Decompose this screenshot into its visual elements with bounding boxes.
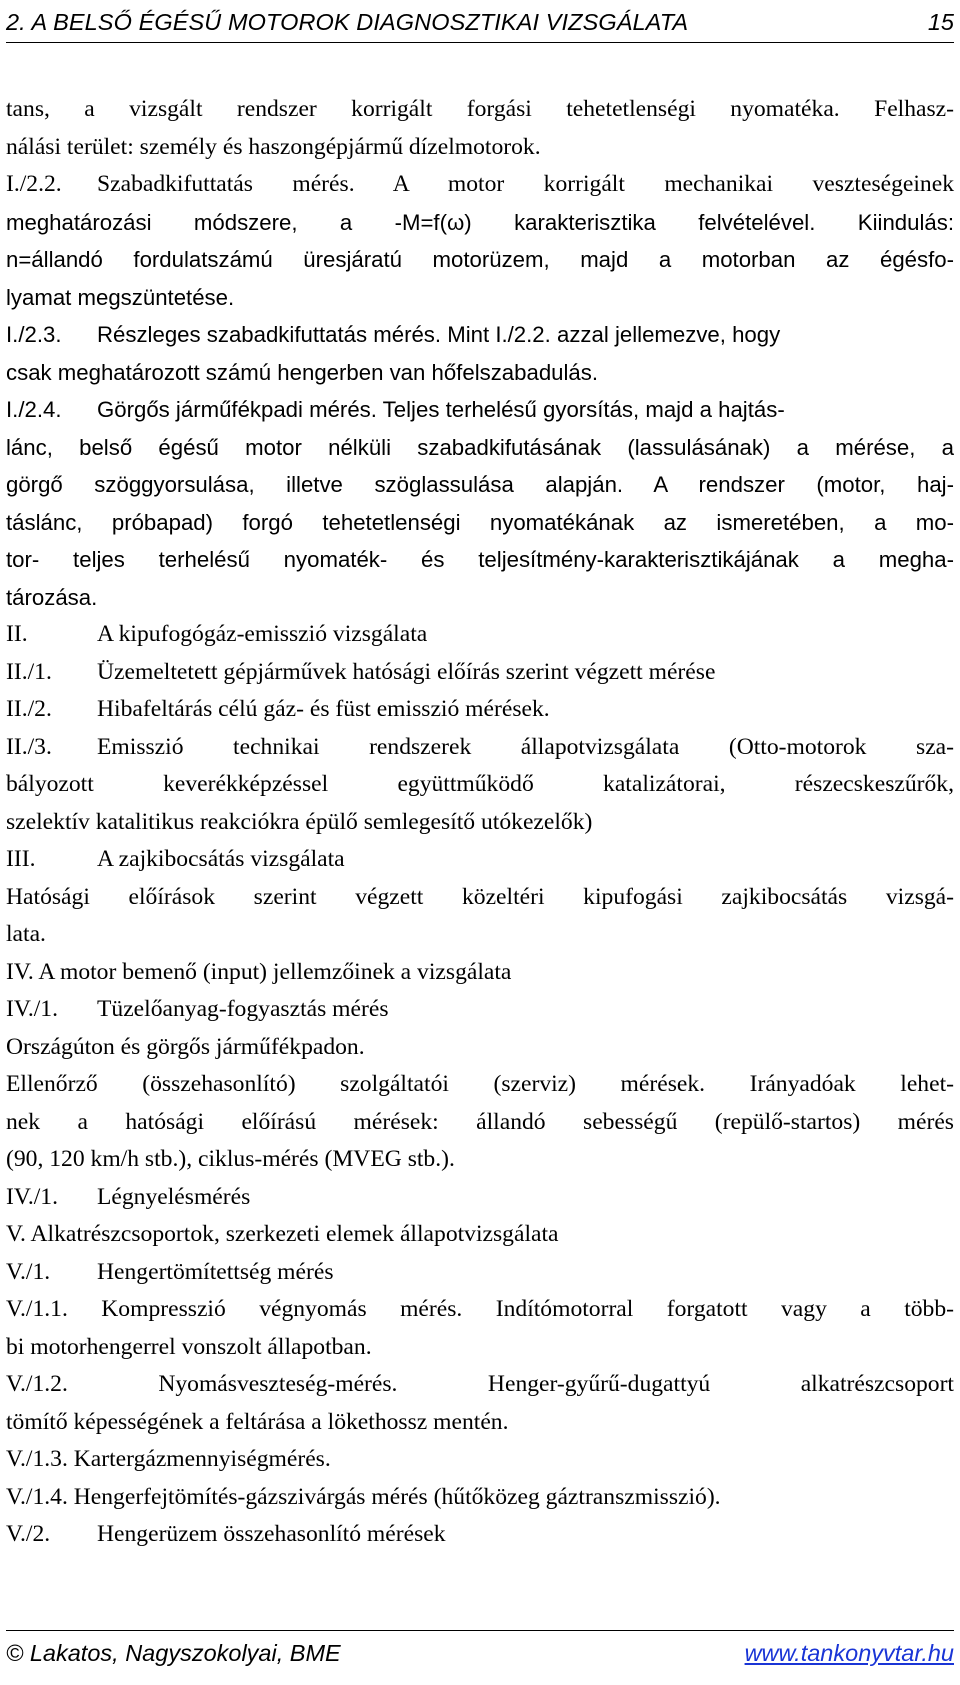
text-line: tömítő képességének a feltárása a lökethossz mentén. xyxy=(6,1408,509,1435)
text-line xyxy=(6,1179,954,1217)
text-line: (90, 120 km/h stb.), ciklus-mérés (MVEG stb.). xyxy=(6,1146,455,1172)
section-number: IV./1. xyxy=(6,996,59,1022)
section-number: I./2.3. xyxy=(6,322,62,347)
text-line: Hatósági előírások szerint végzett közeltéri kipufogási zajkibocsátás vizsgá- xyxy=(6,883,954,910)
text-line: tározása. xyxy=(6,584,98,610)
section-text: A kipufogógáz-emisszió vizsgálata xyxy=(97,621,428,647)
text-line: nek a hatósági előírású mérések: állandó sebességű (repülő-startos) mérés xyxy=(6,1108,954,1135)
text-line: lánc, belső égésű motor nélküli szabadkifutásának (lassulásának) a mérése, a xyxy=(6,434,954,460)
text-line xyxy=(6,991,954,1029)
section-number: I./2.4. xyxy=(6,397,62,422)
text-line: görgő szöggyorsulása, illetve szöglassulása alapján. A rendszer (motor, haj- xyxy=(6,472,954,497)
text-line: V./1.2. Nyomásveszteség-mérés. Henger-gyűrű-dugattyú alkatrészcsoport xyxy=(6,1371,954,1397)
text-line xyxy=(6,729,954,767)
copyright-notice: © Lakatos, Nagyszokolyai, BME xyxy=(6,1640,341,1666)
section-text: Üzemeltetett gépjárművek hatósági előírás szerint végzett mérése xyxy=(97,658,716,685)
text-line xyxy=(6,316,954,354)
text-line xyxy=(6,391,954,429)
text-line: bályozott keverékképzéssel együttműködő katalizátorai, részecskeszűrők, xyxy=(6,771,954,797)
text-line xyxy=(6,654,954,692)
text-line: V./1.4. Hengerfejtömítés-gázszivárgás mérés (hűtőközeg gáztranszmisszió). xyxy=(6,1483,721,1510)
chapter-title: 2. A BELSŐ ÉGÉSŰ MOTOROK DIAGNOSZTIKAI VIZSGÁLATA xyxy=(6,9,689,35)
text-line xyxy=(6,1254,954,1292)
section-number: I./2.2. xyxy=(6,171,62,197)
text-line: meghatározási módszere, a -M=f(ω) karakterisztika felvételével. Kiindulás: xyxy=(6,209,954,235)
section-text: Hengertömítettség mérés xyxy=(97,1258,334,1285)
text-line: lyamat megszüntetése. xyxy=(6,284,235,310)
page-body xyxy=(6,91,954,1554)
text-line: n=állandó fordulatszámú üresjáratú motorüzem, majd a motorban az égésfo- xyxy=(6,247,954,272)
section-text: A zajkibocsátás vizsgálata xyxy=(97,846,345,872)
section-text: Szabadkifuttatás mérés. A motor korrigált mechanikai veszteségeinek xyxy=(97,171,954,197)
section-text: Légnyelésmérés xyxy=(97,1183,251,1210)
text-line: bi motorhengerrel vonszolt állapotban. xyxy=(6,1333,372,1360)
section-number: II./2. xyxy=(6,696,52,722)
text-line: Országúton és görgős járműfékpadon. xyxy=(6,1033,365,1060)
section-number: III. xyxy=(6,846,36,872)
text-line: V./1.3. Kartergázmennyiségmérés. xyxy=(6,1446,331,1472)
text-line: V. Alkatrészcsoportok, szerkezeti elemek állapotvizsgálata xyxy=(6,1221,559,1247)
text-line: táslánc, próbapad) forgó tehetetlenségi nyomatékának az ismeretében, a mo- xyxy=(6,509,954,535)
section-text: Görgős járműfékpadi mérés. Teljes terhelésű gyorsítás, majd a hajtás- xyxy=(97,397,785,422)
text-line: szelektív katalitikus reakciókra épülő semlegesítő utókezelők) xyxy=(6,808,593,835)
text-line: lata. xyxy=(6,921,46,947)
page-header xyxy=(6,4,954,43)
section-text: Hibafeltárás célú gáz- és füst emisszió mérések. xyxy=(97,696,550,722)
text-line xyxy=(6,841,954,879)
text-line xyxy=(6,166,954,204)
text-line: tor- teljes terhelésű nyomaték- és teljesítmény-karakterisztikájának a megha- xyxy=(6,547,954,572)
section-number: IV./1. xyxy=(6,1183,59,1210)
section-number: V./2. xyxy=(6,1521,51,1547)
section-number: V./1. xyxy=(6,1258,51,1285)
text-line: V./1.1. Kompresszió végnyomás mérés. Indítómotorral forgatott vagy a több- xyxy=(6,1296,954,1322)
page-number: 15 xyxy=(927,9,954,35)
text-line: Ellenőrző (összehasonlító) szolgáltatói (szerviz) mérések. Irányadóak lehet- xyxy=(6,1071,954,1097)
text-line xyxy=(6,1516,954,1554)
section-text: Hengerüzem összehasonlító mérések xyxy=(97,1521,446,1547)
section-number: II. xyxy=(6,621,28,647)
page-footer xyxy=(6,1630,954,1671)
text-line xyxy=(6,616,954,654)
section-text: Emisszió technikai rendszerek állapotvizsgálata (Otto-motorok sza- xyxy=(97,733,954,760)
text-line: tans, a vizsgált rendszer korrigált forgási tehetetlenségi nyomatéka. Felhasz- xyxy=(6,96,954,122)
section-text: Tüzelőanyag-fogyasztás mérés xyxy=(97,996,389,1022)
section-text: Részleges szabadkifuttatás mérés. Mint I./2.2. azzal jellemezve, hogy xyxy=(97,322,781,347)
text-line xyxy=(6,691,954,729)
text-line: nálási terület: személy és haszongépjármű dízelmotorok. xyxy=(6,133,541,160)
section-number: II./3. xyxy=(6,733,52,760)
text-line: IV. A motor bemenő (input) jellemzőinek a vizsgálata xyxy=(6,958,512,985)
text-line: csak meghatározott számú hengerben van hőfelszabadulás. xyxy=(6,359,599,385)
section-number: II./1. xyxy=(6,658,52,685)
website-link[interactable]: www.tankonyvtar.hu xyxy=(744,1640,954,1666)
